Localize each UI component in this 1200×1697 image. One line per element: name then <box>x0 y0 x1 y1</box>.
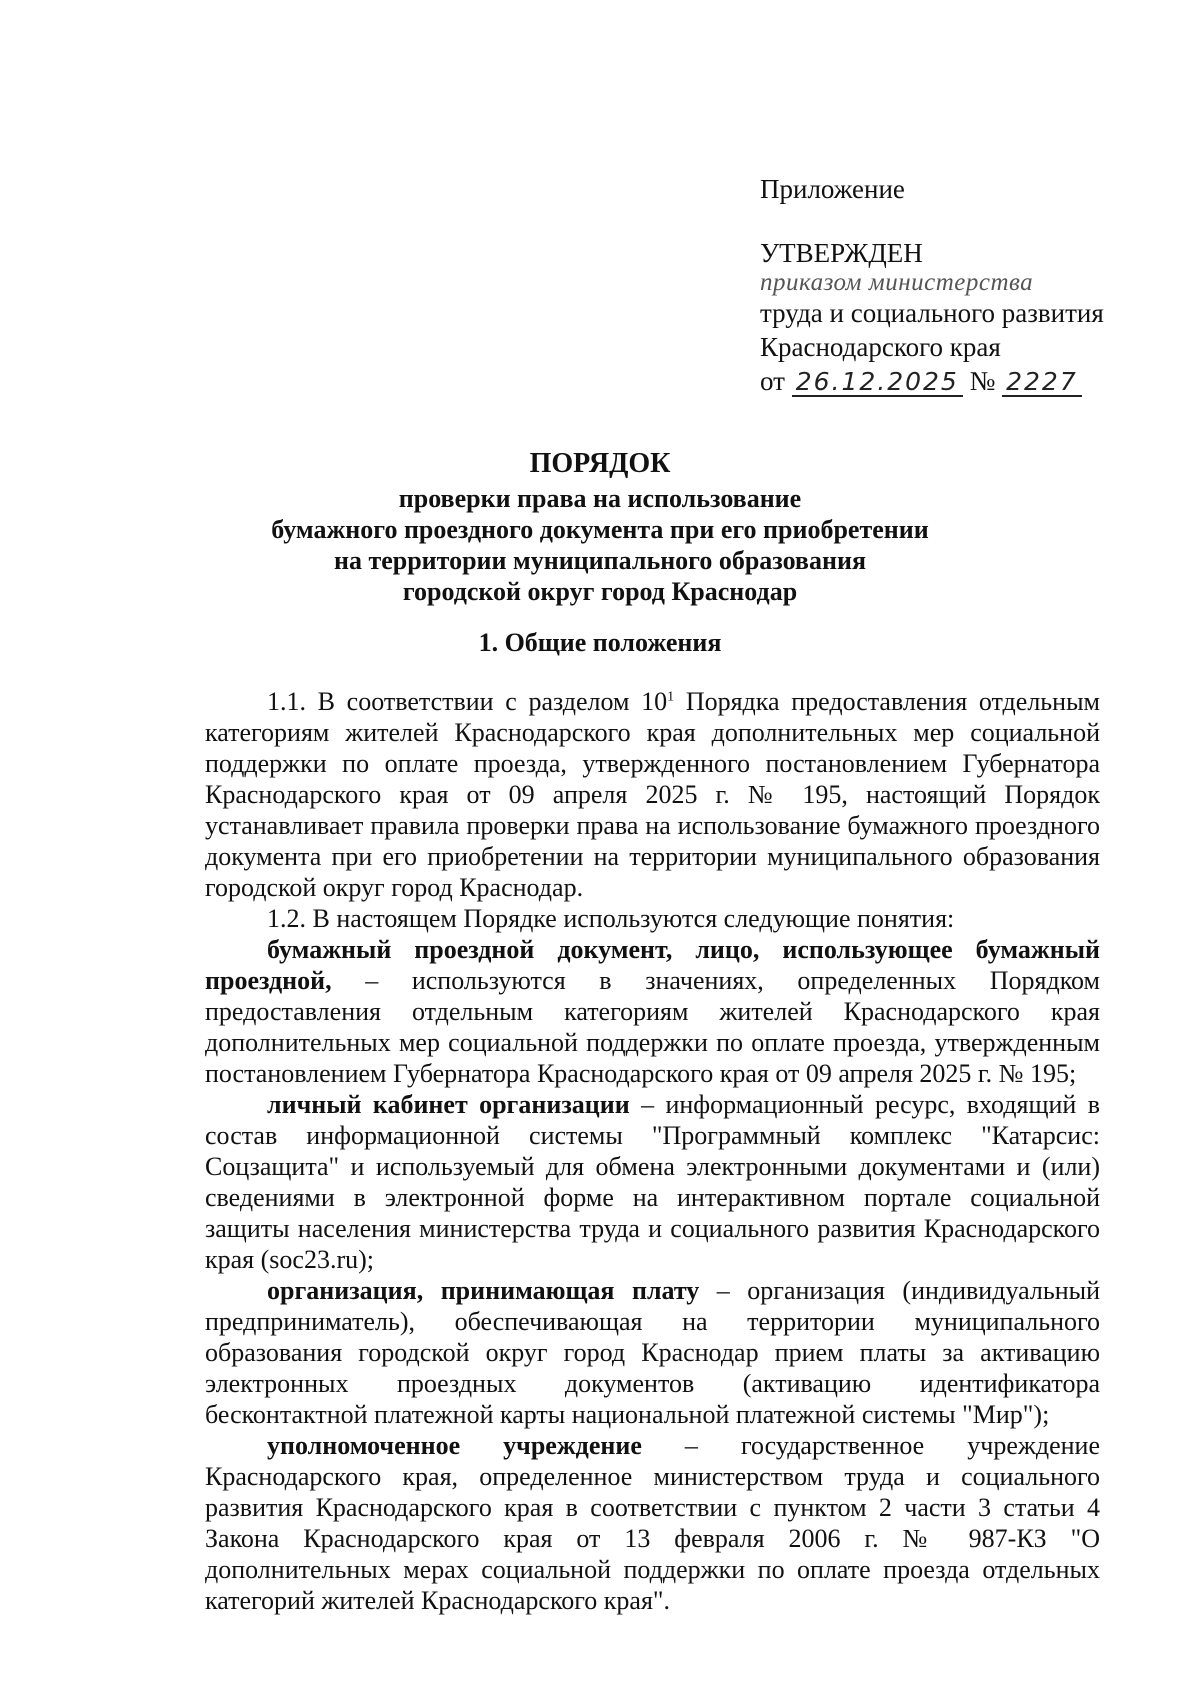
definition-1 <box>205 934 1100 1089</box>
approval-block <box>760 172 1160 398</box>
document-title <box>0 448 1200 607</box>
p1-1-rest: Порядка предоставления отдельным категориям жителей Краснодарского края дополнительных мер социальной поддержки по оплате проезда, утвержденного постановлением Губернатора Краснодарского края от 09 апреля 2025 г. № 195, настоящий Порядок устанавливает правила проверки права на использование бумажного проездного документа при его приобретении на территории муниципального образования городской округ город Краснодар. <box>205 687 1100 902</box>
definition-2-text: – информационный ресурс, входящий в состав информационной системы "Программный комплекс "Катарсис: Соцзащита" и используемый для обмена электронными документами и (или) сведениями в электронной форме на интерактивном портале социальной защиты населения министерства труда и социального развития Краснодарского края (soc23.ru); <box>205 1090 1100 1274</box>
p1-1-start: 1.1. В соответствии с разделом 10 <box>267 687 668 716</box>
title-main: ПОРЯДОК <box>529 448 671 479</box>
definition-1-text: – используются в значениях, определенных Порядком предоставления отдельным категориям жителей Краснодарского края дополнительных мер социальной поддержки по оплате проезда, утвержденным постановлением Губернатора Краснодарского края от 09 апреля 2025 г. № 195; <box>205 966 1100 1088</box>
definition-4-text: – государственное учреждение Краснодарского края, определенное министерством труда и социального развития Краснодарского края в соответствии с пунктом 2 части 3 статьи 4 Закона Краснодарского края от 13 февраля 2006 г. № 987-КЗ "О дополнительных мерах социальной поддержки по оплате проезда отдельных категорий жителей Краснодарского края". <box>205 1431 1100 1615</box>
appendix-label: Приложение <box>760 174 905 204</box>
title-line-2: бумажного проездного документа при его приобретении <box>271 515 929 544</box>
definition-4 <box>205 1430 1100 1616</box>
handwritten-date: 26.12.2025 <box>792 369 963 397</box>
definition-1-term: бумажный проездной документ, лицо, использующее бумажный проездной, <box>205 935 1100 995</box>
title-line-1: проверки права на использование <box>398 484 802 513</box>
paragraph-1-2: 1.2. В настоящем Порядке используются следующие понятия: <box>267 904 955 933</box>
title-line-3: на территории муниципального образования <box>333 546 867 575</box>
title-line-4: городской округ город Краснодар <box>402 577 798 606</box>
ministry-line-1: труда и социального развития <box>760 298 1104 328</box>
section-heading: 1. Общие положения <box>478 628 722 657</box>
order-line: приказом министерства <box>760 269 1034 296</box>
handwritten-number: 2227 <box>1002 369 1082 397</box>
p1-1-sup: 1 <box>667 689 675 705</box>
definition-3 <box>205 1275 1100 1430</box>
ministry-line-2: Краснодарского края <box>760 332 1001 362</box>
definition-3-term: организация, принимающая плату <box>267 1276 700 1305</box>
definition-3-text: – организация (индивидуальный предприниматель), обеспечивающая на территории муниципального образования городской округ город Краснодар прием платы за активацию электронных проездных документов (активацию идентификатора бесконтактной платежной карты национальной платежной системы "Мир"); <box>205 1276 1101 1429</box>
date-prefix: от <box>760 366 785 396</box>
definition-4-term: уполномоченное учреждение <box>267 1431 642 1460</box>
section-body <box>205 686 1100 1616</box>
date-number-line <box>760 364 1160 398</box>
number-prefix: № <box>969 366 996 396</box>
definition-2 <box>205 1089 1100 1275</box>
paragraph-1-1 <box>205 686 1100 903</box>
approved-label: УТВЕРЖДЕН <box>760 238 923 268</box>
definition-2-term: личный кабинет организации <box>267 1090 630 1119</box>
